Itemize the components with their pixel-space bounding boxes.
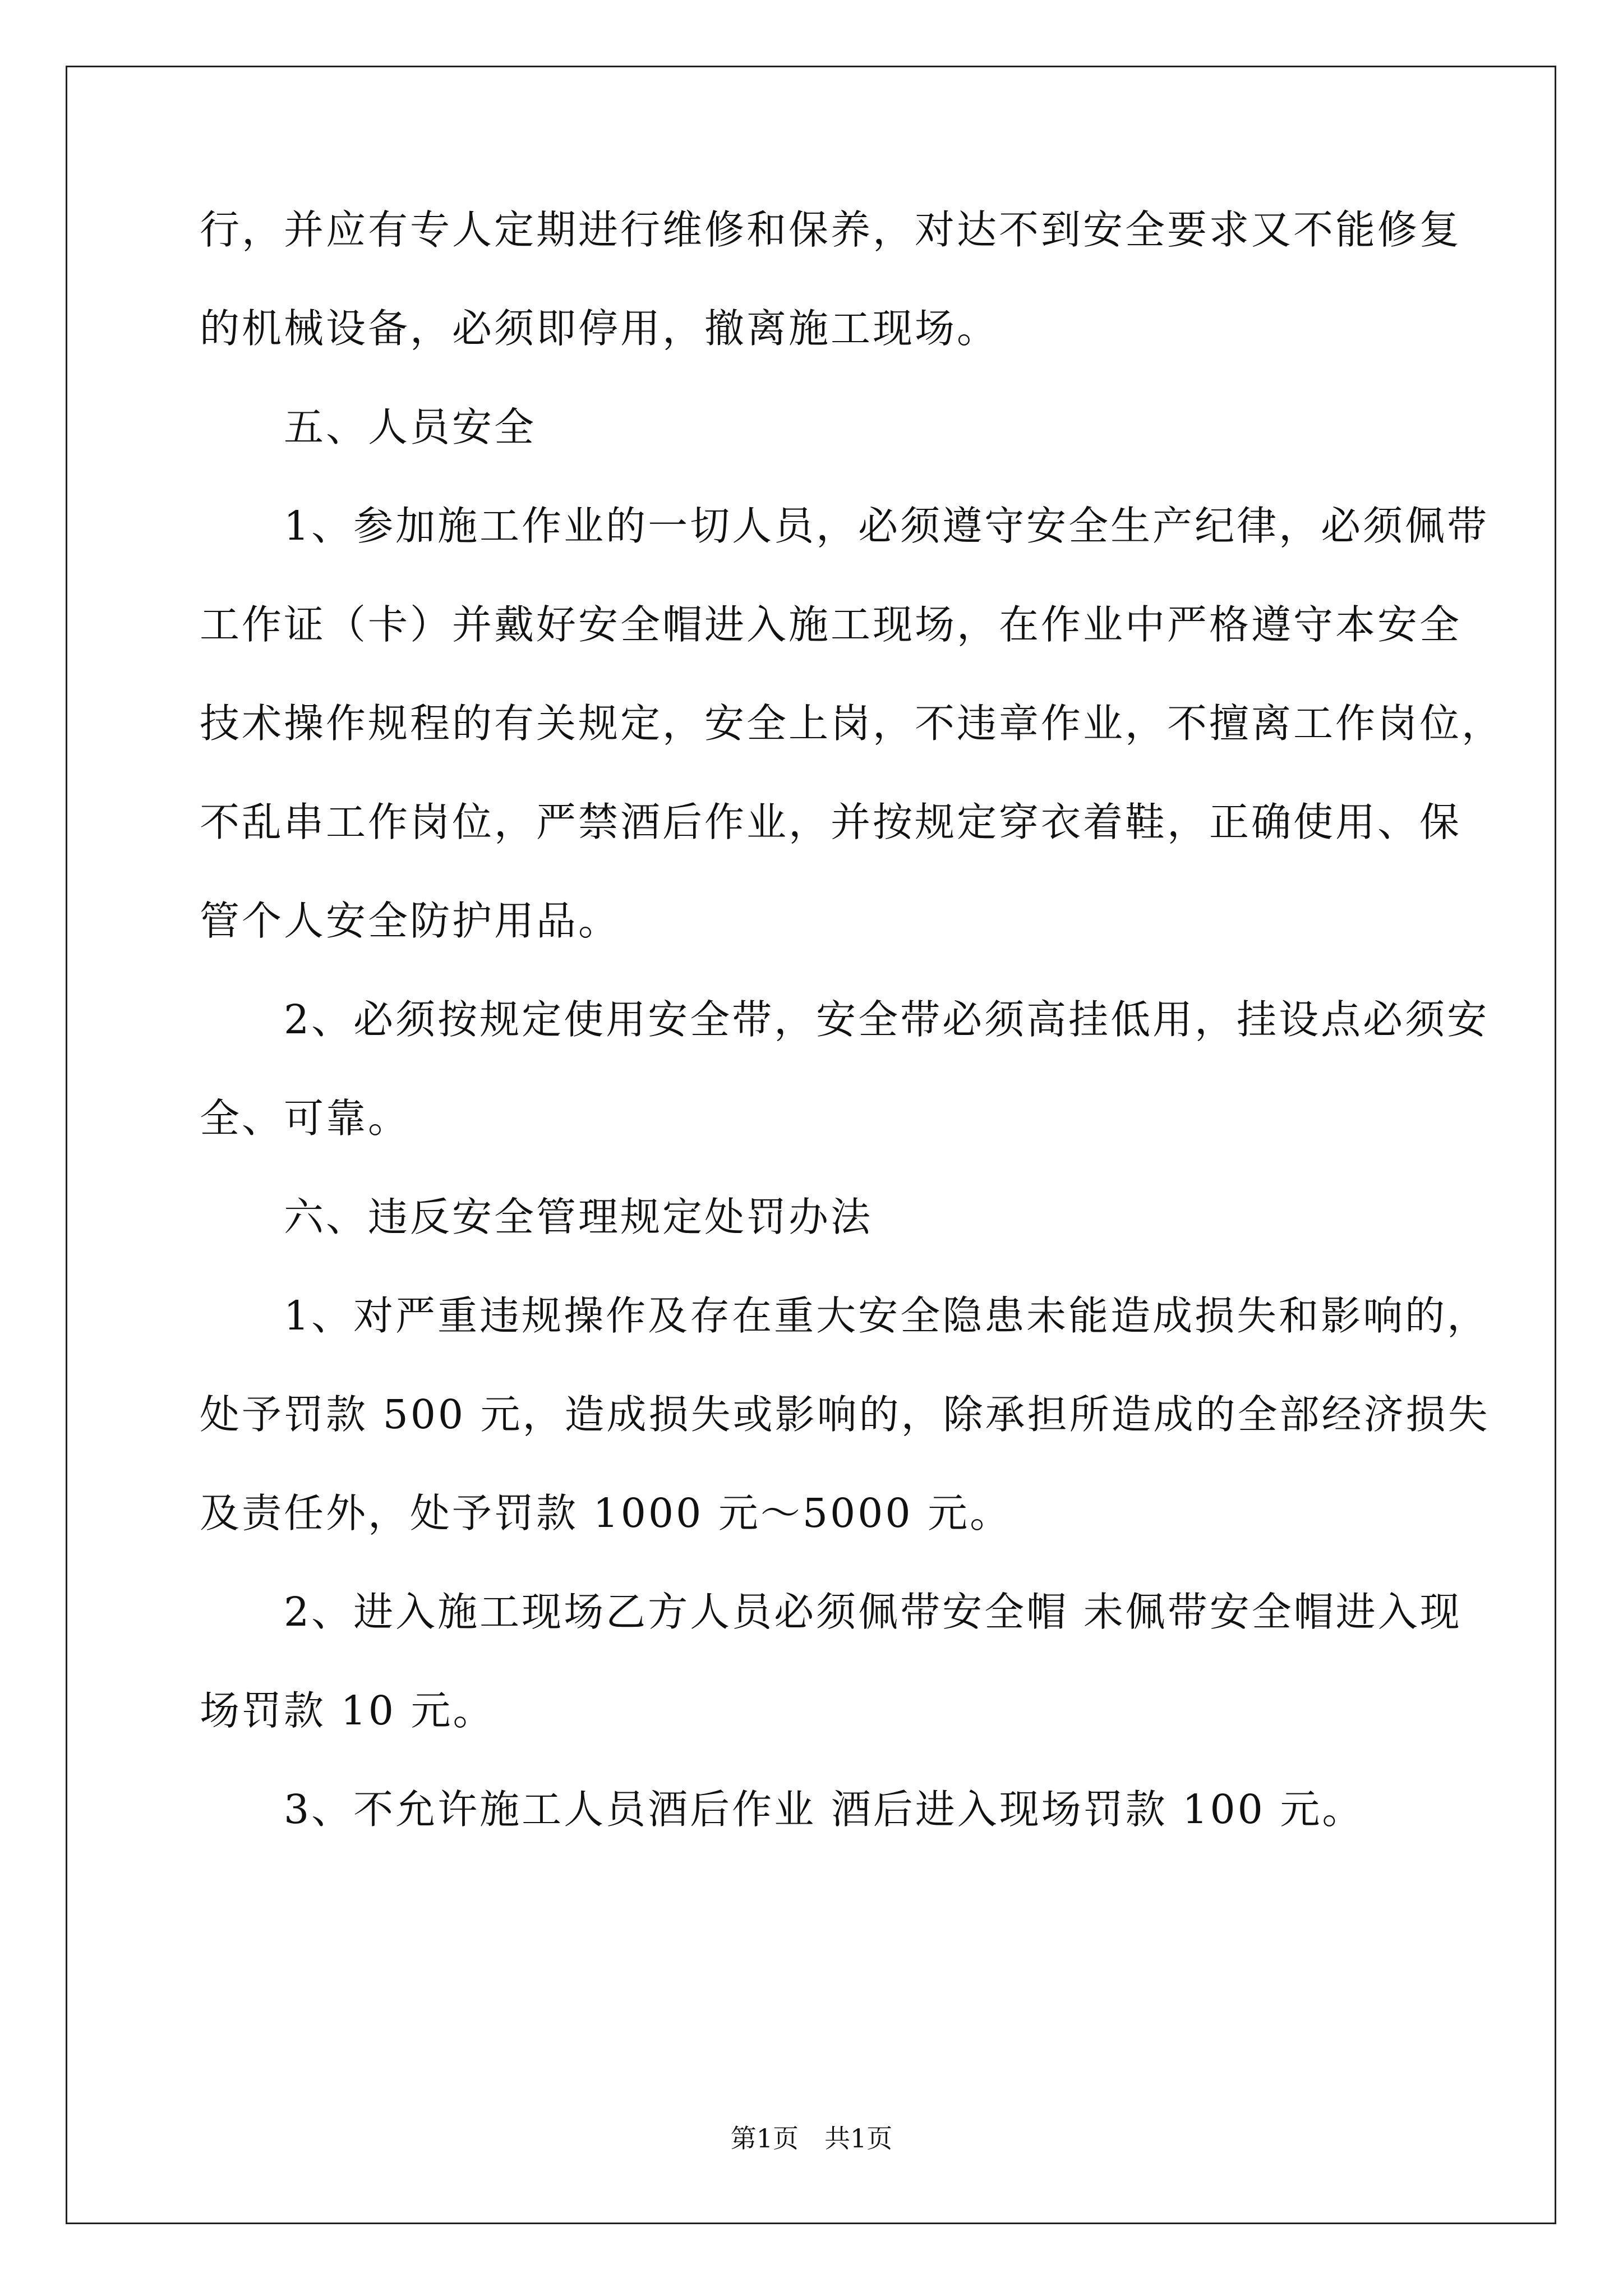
text-line: 2、进入施工现场乙方人员必须佩带安全帽 未佩带安全帽进入现 (200, 1589, 1462, 1635)
text-line: 3、不允许施工人员酒后作业 酒后进入现场罚款 100 元。 (200, 1786, 1364, 1833)
text-line: 处予罚款 500 元，造成损失或影响的，除承担所造成的全部经济损失 (200, 1391, 1490, 1438)
text-line: 行，并应有专人定期进行维修和保养，对达不到安全要求又不能修复 (200, 206, 1462, 253)
text-line: 工作证（卡）并戴好安全帽进入施工现场，在作业中严格遵守本安全 (200, 601, 1462, 648)
page-footer: 第1页 共1页 (730, 2123, 893, 2154)
text-line: 全、可靠。 (200, 1095, 411, 1142)
section-heading: 六、违反安全管理规定处罚办法 (200, 1194, 873, 1240)
text-line: 及责任外，处予罚款 1000 元～5000 元。 (200, 1490, 1012, 1536)
text-line: 场罚款 10 元。 (200, 1687, 495, 1734)
text-line: 不乱串工作岗位，严禁酒后作业，并按规定穿衣着鞋，正确使用、保 (200, 799, 1462, 845)
section-heading: 五、人员安全 (200, 404, 537, 450)
text-line: 1、对严重违规操作及存在重大安全隐患未能造成损失和影响的， (200, 1292, 1490, 1339)
text-line: 管个人安全防护用品。 (200, 898, 621, 944)
text-line: 技术操作规程的有关规定，安全上岗，不违章作业，不擅离工作岗位， (200, 700, 1504, 747)
text-line: 1、参加施工作业的一切人员，必须遵守安全生产纪律，必须佩带 (200, 503, 1490, 549)
text-line: 2、必须按规定使用安全带，安全带必须高挂低用，挂设点必须安 (200, 996, 1490, 1043)
text-line: 的机械设备，必须即停用，撤离施工现场。 (200, 305, 999, 352)
